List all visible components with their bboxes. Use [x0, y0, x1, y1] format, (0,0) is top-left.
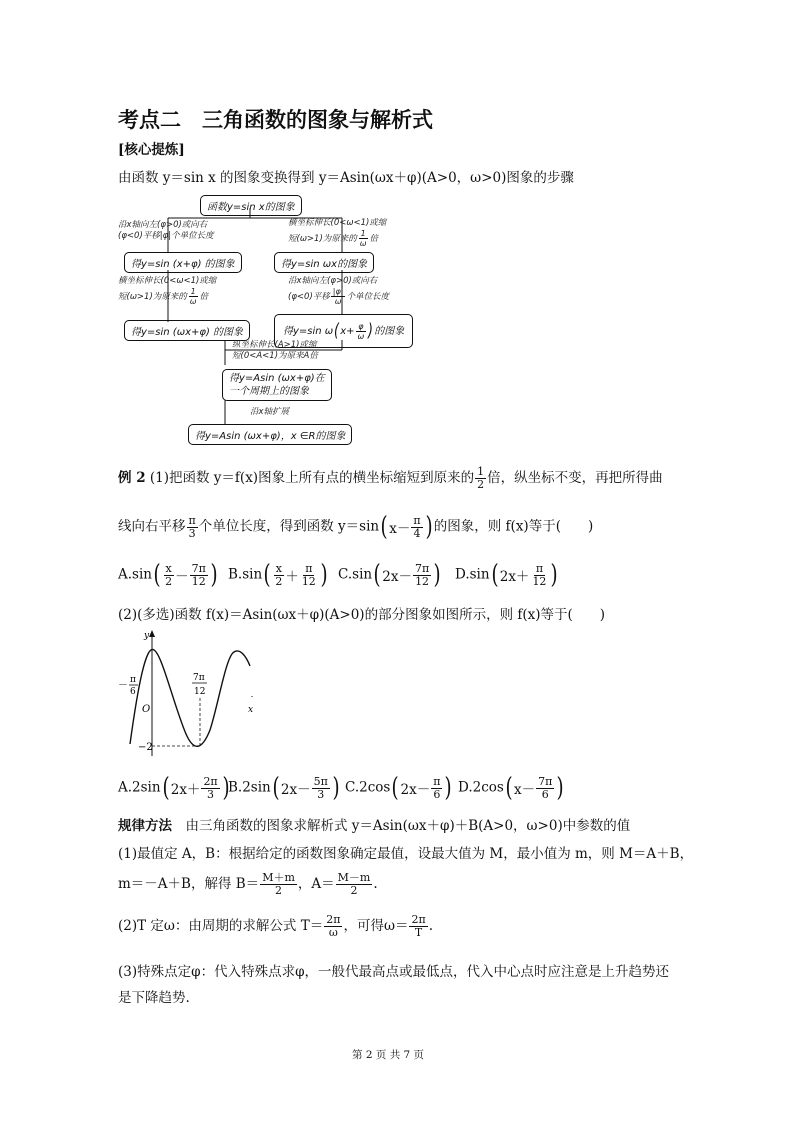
subheading: [核心提炼]	[118, 142, 185, 158]
example-q1-line1: 例 2 (1)把函数 y＝f(x)图象上所有点的横坐标缩短到原来的 $\frac{1}{2}$ 倍，纵坐标不变，再把所得曲	[118, 465, 663, 491]
example-q1-line2: 线向右平移 $\frac{\pi}{3}$ 个单位长度，得到函数 y＝sin ( x－ $\frac{\pi}{4}$ ) 的图象，则 f(x)等于( )	[118, 512, 594, 542]
flow-mid-note-3: 沿x轴扩展	[250, 407, 290, 417]
y-axis-arrow	[149, 630, 155, 637]
flow-right-box-1: 得y=sin ωx的图象	[274, 252, 374, 273]
min-label: −2	[138, 742, 153, 753]
page-footer: 第 2 页 共 7 页	[352, 1049, 425, 1061]
method-p1-line2: m＝－A＋B，解得 B＝ $\frac{M+m}{2}$ ，A＝ $\frac{M-m}{2}$ .	[118, 871, 378, 897]
x-axis-label: x	[248, 705, 254, 715]
q1-option-d[interactable]: D.sin ( 2x＋ $\frac{\pi}{12}$ )	[455, 560, 559, 590]
q2-option-c[interactable]: C.2cos ( 2x－ $\frac{\pi}{6}$ )	[345, 773, 453, 803]
flow-box-3: 得y=Asin (ωx+φ)在 一个周期上的图象	[222, 369, 332, 401]
example-label: 例 2	[118, 470, 146, 486]
flow-left-box-2: 得y=sin (ωx+φ) 的图象	[124, 320, 250, 341]
intro-text: 由函数 y＝sin x 的图象变换得到 y＝Asin(ωx＋φ)(A>0，ω>0)图象的步骤	[118, 170, 574, 186]
example-q2-text: (2)(多选)函数 f(x)＝Asin(ωx＋φ)(A>0)的部分图象如图所示，则 f(x)等于( )	[118, 607, 606, 623]
flow-right-box-2: 得y=sin ω ( x+ $\frac{\varphi}{\omega}$ ) 的图象	[274, 314, 413, 348]
origin-label: O	[142, 704, 151, 715]
q1-option-c[interactable]: C.sin ( 2x－ $\frac{7\pi}{12}$ )	[338, 560, 441, 590]
method-p3-line2: 是下降趋势.	[118, 990, 190, 1006]
method-p1-line1: (1)最值定 A，B：根据给定的函数图象确定最值，设最大值为 M，最小值为 m，则 M＝A＋B，	[118, 846, 694, 862]
peak-num: 7π	[193, 673, 205, 683]
sine-curve	[130, 649, 250, 746]
flow-left-note-2: 横坐标伸长(0<ω<1)或缩 短(ω>1)为原来的 $\frac{1}{\omega}$ 倍	[118, 276, 217, 306]
method-label: 规律方法	[118, 818, 172, 834]
left-mark-sign: －	[118, 680, 128, 691]
flow-mid-note-1: 纵坐标伸长(A>1)或缩 短(0<A<1)为原来A倍	[232, 340, 318, 361]
sine-graph	[110, 626, 270, 766]
q2-option-b[interactable]: B.2sin ( 2x－ $\frac{5\pi}{3}$ )	[228, 773, 340, 803]
left-mark-num: π	[130, 675, 136, 685]
flow-final-box: 得y=Asin (ωx+φ)，x ∈R的图象	[188, 424, 352, 445]
method-p2: (2)T 定ω：由周期的求解公式 T＝ $\frac{2\pi}{\omega}$ ，可得ω＝ $\frac{2\pi}{T}$ .	[118, 913, 434, 939]
q2-option-d[interactable]: D.2cos ( x－ $\frac{7\pi}{6}$ )	[458, 773, 564, 803]
left-mark-den: 6	[130, 687, 136, 697]
flow-right-note-2: 沿x轴向左(φ>0)或向右 (φ<0)平移 $\frac{|\varphi|}{\omega}$ 个单位长度	[288, 276, 389, 306]
q1-option-a[interactable]: A.sin ( $\frac{x}{2}$ － $\frac{7\pi}{12}$ )	[118, 560, 218, 590]
flow-start-box: 函数y=sin x的图象	[200, 195, 302, 216]
q1-option-b[interactable]: B.sin ( $\frac{x}{2}$ ＋ $\frac{\pi}{12}$ )	[228, 560, 328, 590]
y-axis-label: y	[144, 631, 150, 641]
method-p3-line1: (3)特殊点定φ：代入特殊点求φ，一般代最高点或最低点，代入中心点时应注意是上升趋势还	[118, 964, 670, 980]
flow-left-note-1: 沿x轴向左(φ>0)或向右 (φ<0)平移|φ|个单位长度	[118, 220, 214, 241]
q2-option-a[interactable]: A.2sin ( 2x＋ $\frac{2\pi}{3}$ )	[118, 773, 230, 803]
section-title: 考点二 三角函数的图象与解析式	[118, 108, 433, 132]
peak-den: 12	[194, 687, 206, 697]
flow-left-box-1: 得y=sin (x+φ) 的图象	[124, 252, 242, 273]
method-intro: 规律方法 由三角函数的图象求解析式 y＝Asin(ωx＋φ)＋B(A>0，ω>0)中参数的值	[118, 818, 631, 834]
flow-right-note-1: 横坐标伸长(0<ω<1)或缩 短(ω>1)为原来的 $\frac{1}{\omega}$ 倍	[288, 218, 387, 248]
